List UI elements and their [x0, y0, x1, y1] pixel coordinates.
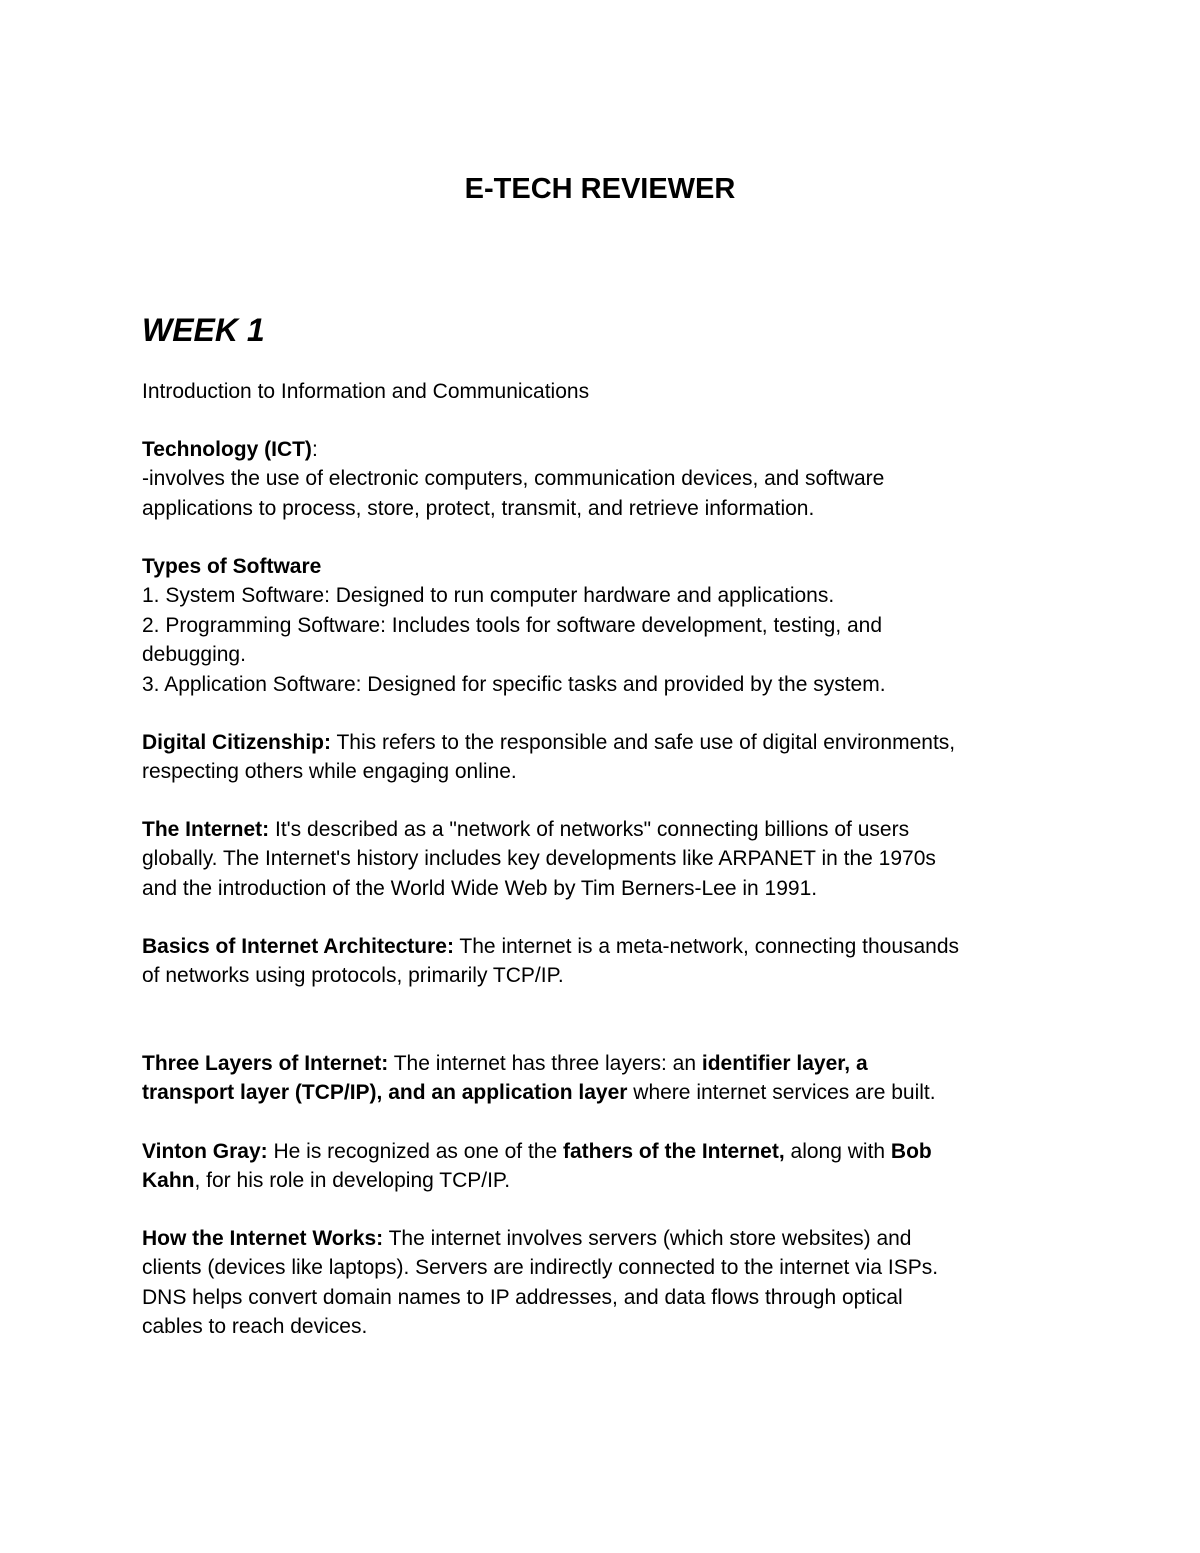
vinton-text-2: along with — [784, 1140, 891, 1163]
digital-citizenship-line-2: respecting others while engaging online. — [142, 760, 517, 784]
software-item-2: 2. Programming Software: Includes tools for software development, testing, and — [142, 613, 883, 637]
ict-definition — [142, 435, 1082, 523]
layers-term: Three Layers of Internet: — [142, 1052, 389, 1075]
layers-text-2: where internet services are built. — [627, 1081, 936, 1105]
layers-bold-2: transport layer (TCP/IP), and an application layer — [142, 1081, 628, 1105]
internet-line-1: It's described as a "network of networks" connecting billions of users — [269, 818, 910, 841]
digital-citizenship-line-1: This refers to the responsible and safe use of digital environments, — [331, 731, 956, 754]
vinton-term: Vinton Gray: — [142, 1140, 268, 1163]
vinton-text-1: He is recognized as one of the — [267, 1140, 563, 1163]
internet-line-3: and the introduction of the World Wide Web by Tim Berners-Lee in 1991. — [142, 876, 818, 900]
week-heading: WEEK 1 — [142, 312, 265, 348]
internet-line-2: globally. The Internet's history includes key developments like ARPANET in the 1970s — [142, 847, 936, 871]
ict-colon: : — [311, 438, 318, 461]
intro-text: Introduction to Information and Communications — [142, 380, 590, 403]
ict-line-1: -involves the use of electronic computers, communication devices, and software — [142, 467, 885, 491]
ict-term: Technology (ICT) — [142, 438, 312, 461]
ict-line-2: applications to process, store, protect, transmit, and retrieve information. — [142, 496, 815, 520]
software-item-2-cont: debugging. — [142, 643, 246, 667]
architecture-line-2: of networks using protocols, primarily TCP/IP. — [142, 964, 564, 988]
layers-bold-1: identifier layer, a — [701, 1052, 868, 1075]
architecture-paragraph — [142, 932, 1082, 991]
layers-paragraph — [142, 1049, 1082, 1108]
internet-term: The Internet: — [142, 818, 270, 841]
vinton-bold-2: Bob — [890, 1140, 932, 1163]
document-title: E-TECH REVIEWER — [464, 173, 736, 205]
how-works-line-4: cables to reach devices. — [142, 1315, 368, 1339]
vinton-bold-3: Kahn — [142, 1169, 195, 1193]
software-types-section — [142, 552, 1082, 699]
layers-text-1: The internet has three layers: an — [388, 1052, 702, 1075]
how-internet-works-paragraph — [142, 1224, 1082, 1342]
vinton-paragraph — [142, 1137, 1082, 1196]
architecture-term: Basics of Internet Architecture: — [142, 935, 454, 958]
digital-citizenship-paragraph — [142, 728, 1082, 787]
how-works-line-1: The internet involves servers (which store websites) and — [383, 1227, 912, 1250]
software-heading: Types of Software — [142, 555, 322, 578]
software-item-1: 1. System Software: Designed to run computer hardware and applications. — [142, 584, 835, 608]
internet-paragraph — [142, 815, 1082, 903]
how-works-term: How the Internet Works: — [142, 1227, 384, 1250]
digital-citizenship-term: Digital Citizenship: — [142, 731, 331, 754]
vinton-text-3: , for his role in developing TCP/IP. — [194, 1169, 511, 1193]
intro-paragraph — [142, 377, 1082, 406]
vinton-bold-1: fathers of the Internet, — [562, 1140, 785, 1163]
how-works-line-3: DNS helps convert domain names to IP addresses, and data flows through optical — [142, 1285, 903, 1309]
how-works-line-2: clients (devices like laptops). Servers are indirectly connected to the internet via ISPs. — [142, 1256, 939, 1280]
software-item-3: 3. Application Software: Designed for specific tasks and provided by the system. — [142, 672, 886, 696]
architecture-line-1: The internet is a meta-network, connecting thousands — [453, 935, 960, 958]
